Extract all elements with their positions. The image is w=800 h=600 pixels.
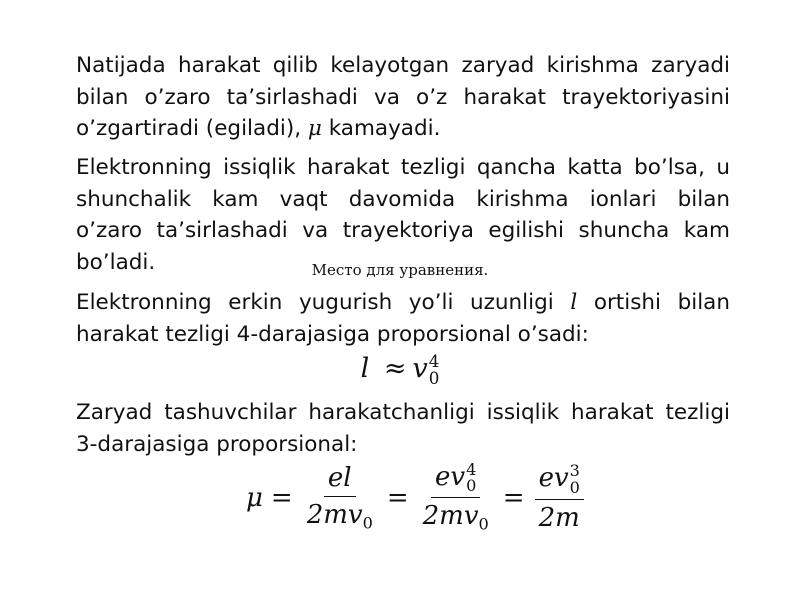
fraction-3 [535, 463, 584, 532]
text-fragment: o’zgartiradi (egiladi), [76, 116, 302, 141]
text-fragment: ortishi bilan [593, 290, 730, 315]
eq-subscript: 0 [569, 477, 580, 497]
math-symbol-mu: μ [307, 116, 322, 141]
text-line: Elektronning issiqlik harakat tezligi qancha katta bo’lsa, u [76, 155, 730, 180]
eq-symbol: μ [246, 483, 263, 513]
fraction-numerator [535, 463, 584, 499]
fraction-1 [303, 463, 377, 533]
fraction-numerator [431, 462, 480, 498]
eq-term: ev [435, 462, 466, 493]
eq-operator: ≈ [383, 353, 407, 384]
text-line: o’zaro ta’sirlashadi va trayektoriya egilishi shuncha kam [76, 218, 730, 243]
eq-subscript: 0 [478, 514, 489, 534]
text-line: bilan o’zaro ta’sirlashadi va o’z harakat trayektoriyasini [76, 84, 730, 110]
text-line [76, 113, 730, 145]
eq-term: 2mv [422, 501, 479, 532]
fraction-numerator [324, 463, 356, 497]
eq-symbol: v [412, 353, 428, 384]
paragraph-3 [76, 287, 730, 350]
fraction-denominator [535, 500, 584, 533]
eq-operator: = [270, 483, 293, 513]
math-symbol-l: l [570, 290, 578, 315]
text-line: Zaryad tashuvchilar harakatchanligi issiqlik harakat tezligi [76, 400, 730, 425]
eq-term: 2mv [306, 500, 363, 531]
eq-indices [428, 350, 440, 388]
eq-operator: = [502, 483, 525, 513]
paragraph-4 [76, 397, 730, 460]
text-line: bo’ladi. [76, 249, 156, 275]
eq-indices [466, 462, 476, 494]
equation-mean-free-path [0, 352, 800, 386]
text-line: Natijada harakat qilib kelayotgan zaryad kirishma zaryadi [76, 53, 730, 78]
eq-superscript: 3 [569, 461, 580, 481]
paragraph-2 [76, 152, 730, 278]
text-line: harakat tezligi 4-darajasiga proporsional o’sadi: [76, 321, 589, 347]
text-line [76, 287, 730, 319]
eq-superscript: 4 [466, 460, 477, 480]
eq-subscript: 0 [466, 476, 477, 496]
fraction-2 [419, 462, 493, 534]
equation-placeholder-note: Место для уравнения. [311, 261, 489, 279]
eq-indices [570, 463, 580, 495]
eq-term: ev [538, 463, 569, 494]
eq-subscript: 0 [428, 367, 440, 388]
fraction-denominator [419, 498, 493, 534]
eq-symbol: l [360, 353, 370, 384]
paragraph-1 [76, 50, 730, 145]
text-fragment: kamayadi. [328, 116, 441, 141]
eq-term: 2m [538, 502, 580, 533]
text-fragment: Elektronning erkin yugurish yo’li uzunligi [76, 290, 554, 315]
text-line: 3-darajasiga proporsional: [76, 431, 358, 457]
eq-subscript: 0 [362, 513, 373, 533]
eq-superscript: 4 [428, 350, 440, 371]
equation-mobility [246, 458, 586, 538]
text-line: shunchalik kam vaqt davomida kirishma ionlari bilan [76, 186, 730, 212]
eq-operator: = [386, 483, 409, 513]
eq-term: el [327, 463, 352, 494]
fraction-denominator [303, 497, 377, 533]
